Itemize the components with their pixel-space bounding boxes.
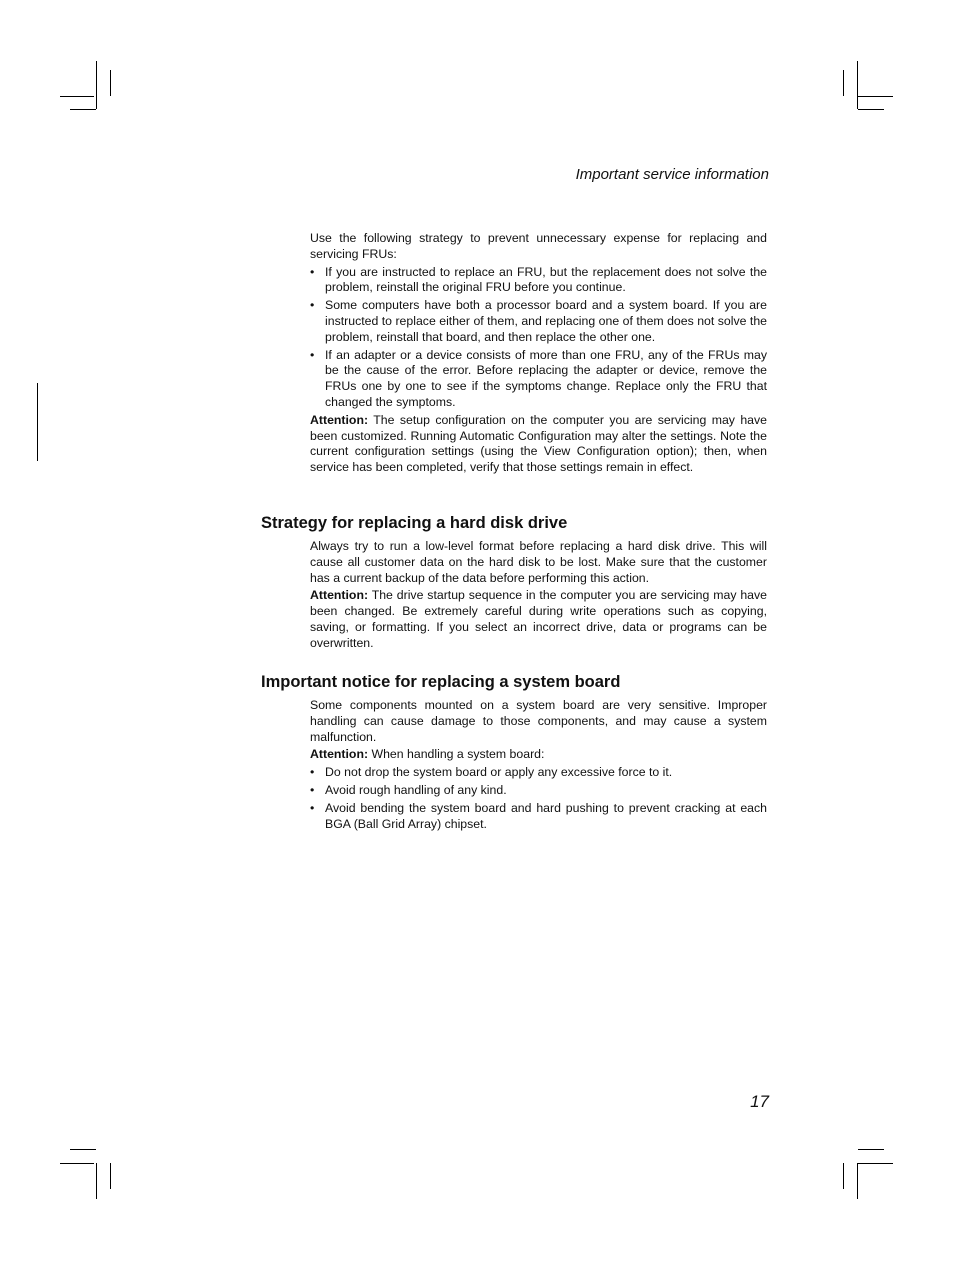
crop-mark (96, 61, 97, 109)
list-item: • Some computers have both a processor board and a system board. If you are instructed to replace either of them, and replacing one of them does not solve the problem, reinstall that board, and then replace the other one. (310, 298, 767, 344)
list-item: • If you are instructed to replace an FRU, but the replacement does not solve the problem, reinstall the original FRU before you continue. (310, 264, 767, 295)
bullet-icon: • (310, 800, 315, 815)
crop-mark (96, 1163, 97, 1199)
crop-mark (110, 70, 111, 96)
intro-attention: Attention: The setup configuration on the computer you are servicing may have been customized. Running Automatic Configuration may alter the settings. Note the current configuration settings (using the View Configuration option); then, when service has been completed, verify that those settings remain in effect. (310, 412, 767, 475)
bullet-icon: • (310, 264, 315, 279)
crop-mark (110, 1163, 111, 1189)
crop-mark (843, 70, 844, 96)
running-header: Important service information (575, 166, 769, 183)
board-section (310, 698, 767, 834)
crop-mark (857, 61, 858, 109)
list-item: • Do not drop the system board or apply any excessive force to it. (310, 765, 673, 780)
board-heading: Important notice for replacing a system board (261, 673, 621, 691)
hdd-paragraph: Always try to run a low-level format before replacing a hard disk drive. This will cause all customer data on the hard disk to be lost. Make sure that the customer has a current backup of the data before performing this action. (310, 539, 767, 585)
list-item: • Avoid rough handling of any kind. (310, 782, 507, 797)
attention-label: Attention: (310, 412, 369, 427)
list-item: • Avoid bending the system board and hard pushing to prevent cracking at each BGA (Ball Grid Array) chipset. (310, 800, 767, 831)
crop-mark (60, 1163, 94, 1164)
change-bar (37, 383, 38, 461)
crop-mark (60, 96, 94, 97)
crop-mark (70, 1149, 96, 1150)
intro-lead: Use the following strategy to prevent unnecessary expense for replacing and servicing FRUs: (310, 231, 767, 261)
board-paragraph: Some components mounted on a system board are very sensitive. Improper handling can cause damage to those components, and may cause a system malfunction. (310, 698, 767, 744)
bullet-icon: • (310, 298, 315, 313)
bullet-icon: • (310, 347, 315, 362)
hdd-attention: Attention: The drive startup sequence in the computer you are servicing may have been changed. Be extremely careful during write operations such as copying, saving, or formatting. If you select an incorrect drive, data or programs can be overwritten. (310, 588, 767, 650)
board-attention: Attention: When handling a system board: (310, 747, 545, 762)
crop-mark (843, 1163, 844, 1189)
board-bullet-list (310, 765, 767, 832)
crop-mark (858, 1149, 884, 1150)
crop-mark (858, 109, 884, 110)
list-item: • If an adapter or a device consists of more than one FRU, any of the FRUs may be the cause of the error. Before replacing the adapter or device, remove the FRUs one by one to see if the symptoms change. Replace only the FRU that changed the symptoms. (310, 347, 767, 409)
crop-mark (858, 1163, 893, 1164)
intro-section (310, 231, 767, 478)
attention-label: Attention: (310, 747, 369, 762)
page-number: 17 (750, 1092, 769, 1111)
intro-bullet-list (310, 265, 767, 411)
bullet-icon: • (310, 782, 315, 797)
attention-label: Attention: (310, 588, 369, 603)
bullet-icon: • (310, 765, 315, 780)
crop-mark (857, 1163, 858, 1199)
crop-mark (70, 109, 96, 110)
hdd-heading: Strategy for replacing a hard disk drive (261, 514, 568, 532)
crop-mark (858, 96, 893, 97)
hdd-section (310, 539, 767, 654)
